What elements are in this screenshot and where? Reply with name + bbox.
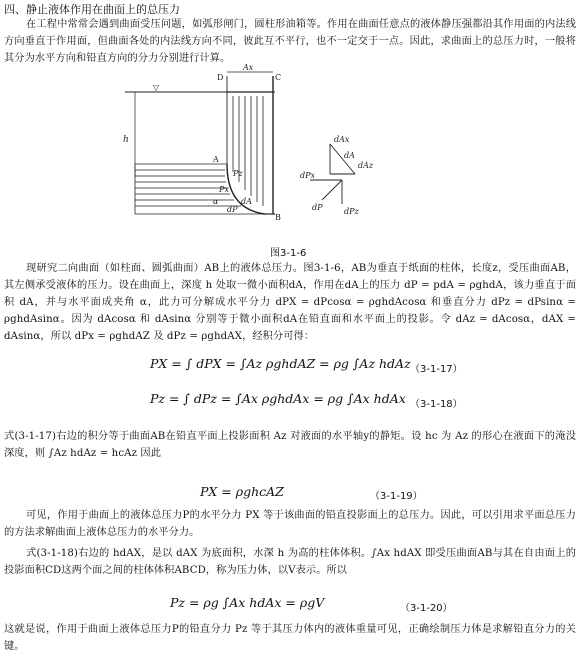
equation-3-1-19: PX = ρghcAZ xyxy=(200,484,284,499)
horizontal-conclusion-paragraph: 可见，作用于曲面上的液体总压力P的水平分力 PX 等于该曲面的铅直投影面上的总压力。因此，可以引用求平面总压力的方法求解曲面上液体总压力的水平分力。 xyxy=(4,510,576,538)
svg-text:A: A xyxy=(213,155,219,164)
svg-text:dA: dA xyxy=(344,151,355,160)
intro-paragraph: 在工程中常常会遇到曲面受压问题，如弧形闸门，圆柱形油箱等。作用在曲面任意点的液体静压强都沿其作用面的内法线方向垂直于作用面，但曲面各处的内法线方向不同，彼此互不平行，也不一定交于一点。因此，求曲面上的总压力时，一般将其分为水平方向和铅直方向的分力分别进行计算。 xyxy=(4,19,576,64)
svg-text:h: h xyxy=(123,135,129,145)
equation-3-1-18: Pz = ∫ dPz = ∫Ax ρghdAx = ρg ∫Ax hdAx xyxy=(150,391,406,406)
svg-text:C: C xyxy=(275,73,282,82)
svg-text:dA: dA xyxy=(241,197,252,206)
figure-curved-surface xyxy=(115,64,485,244)
equation-number-3-1-17: （3-1-17） xyxy=(410,364,463,375)
equation-number-3-1-18: （3-1-18） xyxy=(410,399,463,410)
vertical-conclusion-paragraph: 这就是说，作用于曲面上液体总压力P的铅直分力 Pz 等于其压力体内的液体重量可见，正确绘制压力体是求解铅直分力的关键。 xyxy=(4,624,576,652)
svg-text:Px: Px xyxy=(219,185,229,194)
svg-text:B: B xyxy=(275,213,281,222)
equation-number-3-1-20: （3-1-20） xyxy=(400,603,453,614)
horizontal-component-paragraph: 式(3-1-17)右边的积分等于曲面AB在铅直平面上投影面积 Az 对液面的水平轴y的静矩。设 hc 为 Az 的形心在液面下的淹没深度，则 ∫Az hdAz = hcAz 因此 xyxy=(4,431,576,459)
svg-text:α: α xyxy=(213,197,219,206)
svg-text:▽: ▽ xyxy=(153,83,160,92)
analysis-paragraph: 现研究二向曲面（如柱面、圆弧曲面）AB上的液体总压力。图3-1-6，AB为垂直于纸面的柱体，长度z，受压曲面AB，其左侧承受液体的压力。设在曲面上，深度 h 处取一微小面积dA，作用在dA上的压力 dP = pdA = ρghdA，该力垂直于面积 dA，并与水平面成夹角 α，此力可分解成水平分力 dPX = dPcosα = ρghdAcosα 和垂直分力 dPz = dPsinα = ρghdAsinα。因为 dAcosα 和 dAsinα 分别等于微小面积dA在铅直面和水平面上的投影。令 dAz = dAcosα，dAX = dAsinα，所以 dPx = ρghdAZ 及 dPz = ρghdAX，经积分可得： xyxy=(4,263,576,342)
section-heading: 四、静止液体作用在曲面上的总压力 xyxy=(4,3,180,16)
equation-3-1-20: Pz = ρg ∫Ax hdAx = ρgV xyxy=(170,595,325,610)
svg-text:dAz: dAz xyxy=(358,161,374,170)
equation-3-1-17: PX = ∫ dPX = ∫Az ρghdAZ = ρg ∫Az hdAz xyxy=(150,356,411,371)
figure-caption: 图3-1-6 xyxy=(270,248,307,259)
svg-text:dPz: dPz xyxy=(344,207,359,216)
svg-text:Pz: Pz xyxy=(233,169,243,178)
svg-text:dAx: dAx xyxy=(334,135,350,144)
svg-text:dP: dP xyxy=(312,203,323,212)
pressure-volume-paragraph: 式(3-1-18)右边的 hdAX，是以 dAX 为底面积，水深 h 为高的柱体体积。∫Ax hdAX 即受压曲面AB与其在自由面上的投影面积CD这两个面之间的柱体体积ABCD，称为压力体，以V表示。所以 xyxy=(4,548,576,576)
equation-number-3-1-19: （3-1-19） xyxy=(370,491,423,502)
svg-text:dPx: dPx xyxy=(300,171,316,180)
svg-text:dP: dP xyxy=(227,205,238,214)
svg-text:D: D xyxy=(217,73,224,82)
svg-text:Ax: Ax xyxy=(243,64,254,72)
